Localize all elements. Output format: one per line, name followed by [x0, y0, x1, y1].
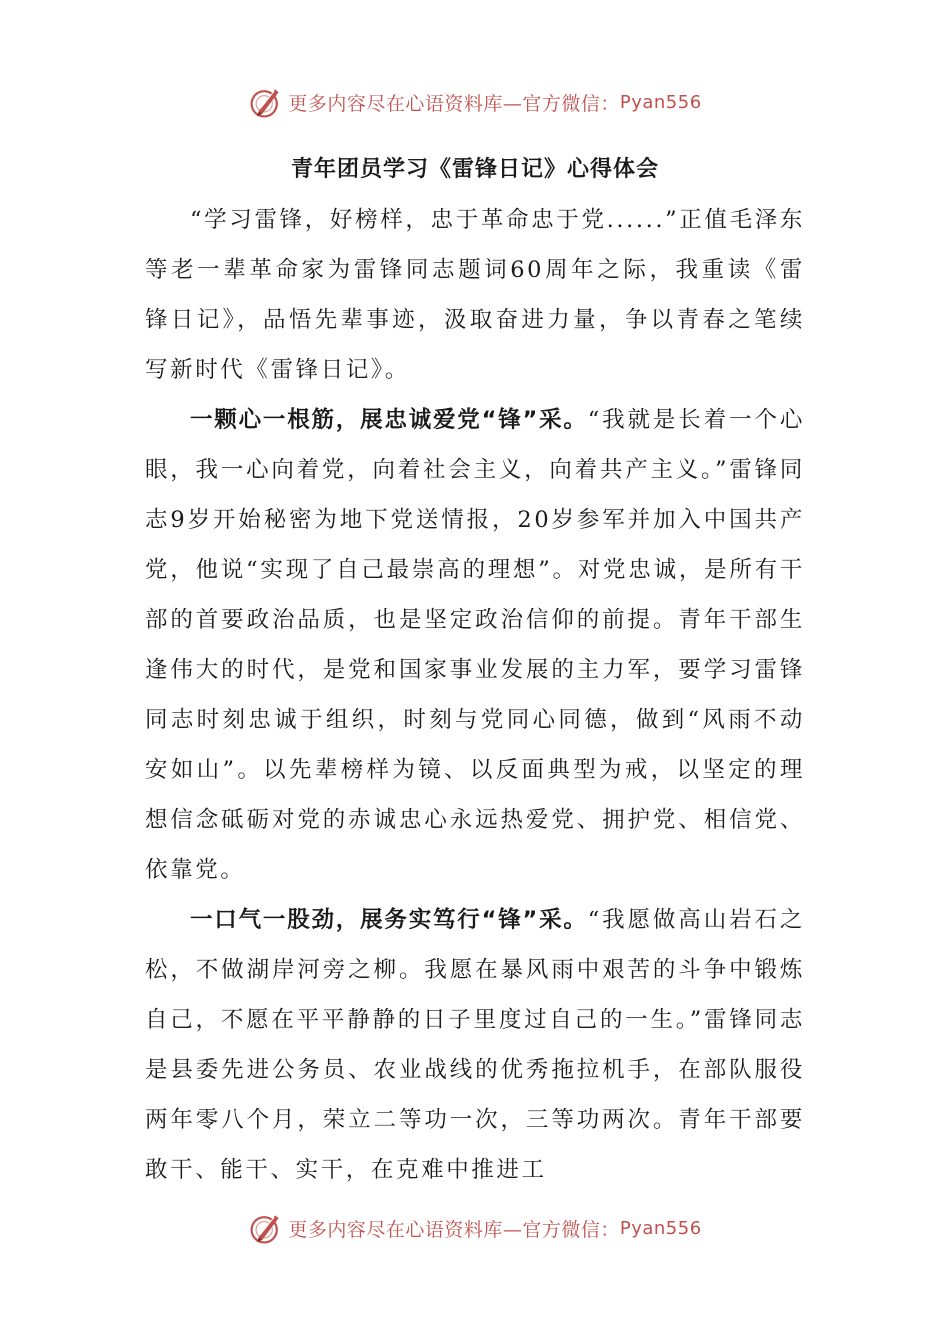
- paragraph-intro: [145, 195, 805, 395]
- watermark-text: 更多内容尽在心语资料库—官方微信：: [288, 92, 620, 115]
- watermark-text: 更多内容尽在心语资料库—官方微信：: [288, 1218, 620, 1241]
- watermark-header: [0, 82, 950, 122]
- paragraph-loyalty: [145, 395, 805, 895]
- watermark-footer: [0, 1208, 950, 1248]
- document-body: [145, 195, 805, 1195]
- document-title: 青年团员学习《雷锋日记》心得体会: [290, 157, 659, 182]
- paragraph-text: “学习雷锋，好榜样，忠于革命忠于党......”正值毛泽东等老一辈革命家为雷锋同志题词60周年之际，我重读《雷锋日记》，品悟先辈事迹，汲取奋进力量，争以青春之笔续写新时代《雷锋日记》。: [145, 207, 805, 383]
- paragraph-text: “我就是长着一个心眼，我一心向着党，向着社会主义，向着共产主义。”雷锋同志9岁开始秘密为地下党送情报，20岁参军并加入中国共产党，他说“实现了自己最崇高的理想”。对党忠诚，是所有干部的首要政治品质，也是坚定政治信仰的前提。青年干部生逢伟大的时代，是党和国家事业发展的主力军，要学习雷锋同志时刻忠诚于组织，时刻与党同心同德，做到“风雨不动安如山”。以先辈榜样为镜、以反面典型为戒，以坚定的理想信念砥砺对党的赤诚忠心永远热爱党、拥护党、相信党、依靠党。: [145, 407, 805, 883]
- pen-logo-icon: [248, 1210, 284, 1246]
- paragraph-lead: 一口气一股劲，展务实笃行“锋”采。: [190, 907, 588, 933]
- watermark-wechat-id: Pyan556: [619, 1217, 702, 1239]
- watermark-wechat-id: Pyan556: [619, 91, 702, 113]
- paragraph-pragmatism: [145, 895, 805, 1195]
- paragraph-text: “我愿做高山岩石之松，不做湖岸河旁之柳。我愿在暴风雨中艰苦的斗争中锻炼自己，不愿在平平静静的日子里度过自己的一生。”雷锋同志是县委先进公务员、农业战线的优秀拖拉机手，在部队服役两年零八个月，荣立二等功一次，三等功两次。青年干部要敢干、能干、实干，在克难中推进工: [145, 907, 805, 1183]
- pen-logo-icon: [248, 84, 284, 120]
- paragraph-lead: 一颗心一根筋，展忠诚爱党“锋”采。: [190, 407, 588, 433]
